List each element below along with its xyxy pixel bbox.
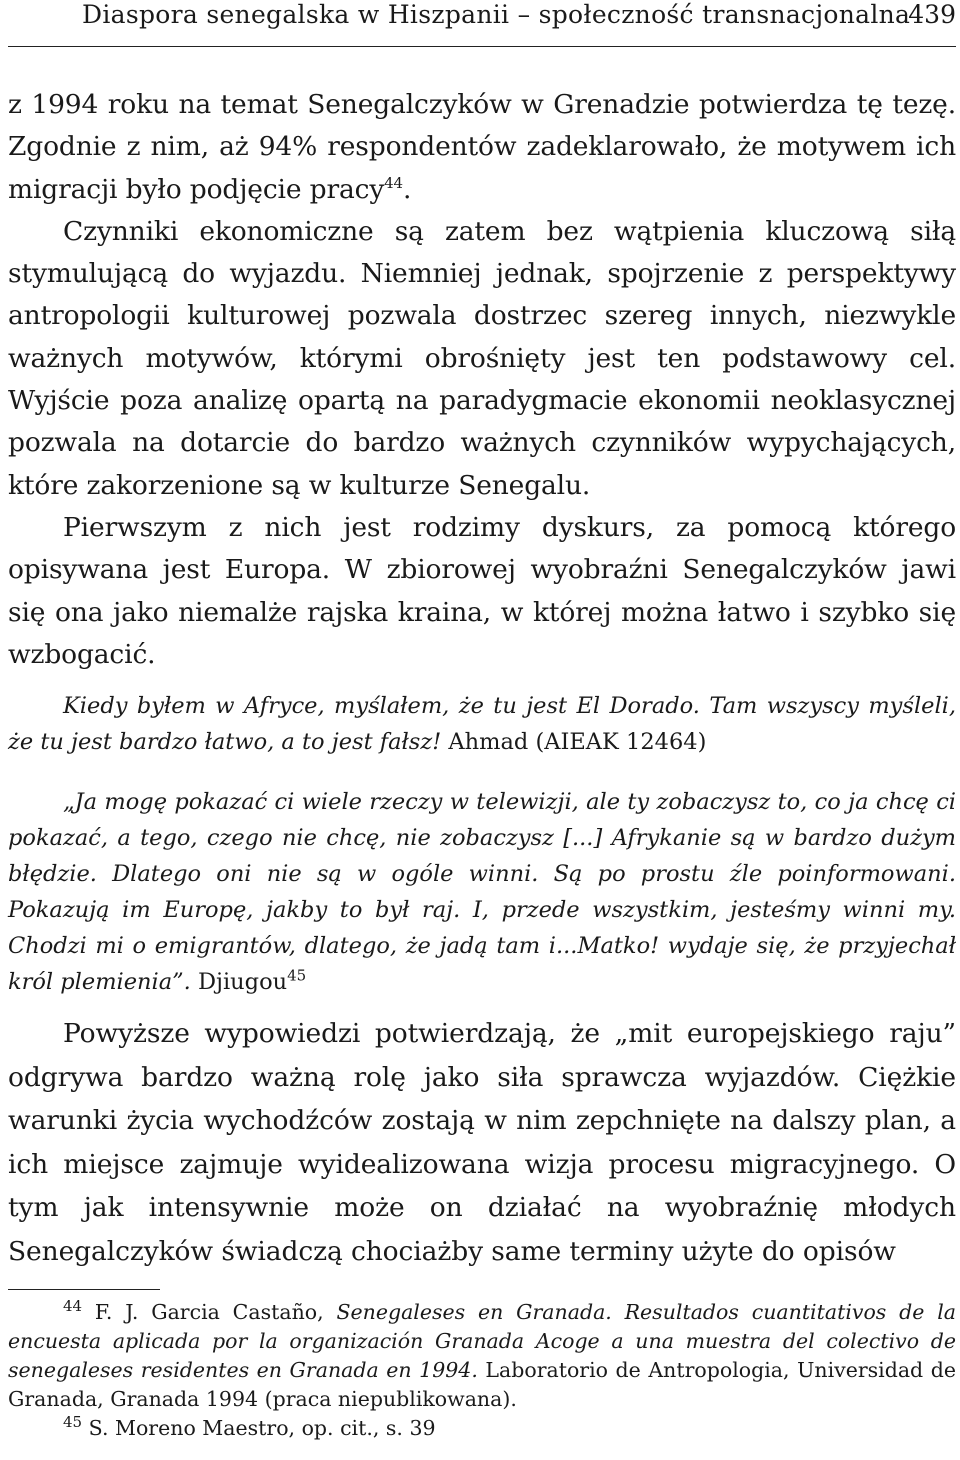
footnotes — [8, 1298, 956, 1443]
footnote-44-number: 44 — [63, 1297, 83, 1316]
block-quote-1 — [8, 688, 956, 760]
paragraph-4: Powyższe wypowiedzi potwierdzają, że „mit europejskiego raju” odgrywa bardzo ważną rolę jako siła sprawcza wyjazdów. Ciężkie warunki życia wychodźców zostają w nim zepchnięte na dalszy plan, a ich miejsce zajmuje wyidealizowana wizja procesu migracyjnego. O tym jak intensywnie może on działać na wyobraźnię młodych Senegalczyków świadczą chociażby same terminy użyte do opisów — [8, 1018, 956, 1267]
quote-2-text: „Ja mogę pokazać ci wiele rzeczy w telewizji, ale ty zobaczysz to, co ja chcę ci pokazać, a tego, czego nie chcę, nie zobaczysz [...] Afrykanie są w bardzo dużym błędzie. Dlatego oni nie są w ogóle winni. Są po prostu źle poinformowani. Pokazują im Europę, jakby to był raj. I, przede wszystkim, jesteśmy winni my. Chodzi mi o emigrantów, dlatego, że jadą tam i...Matko! wydaje się, że przyjechał król plemienia”. — [8, 789, 956, 995]
block-quote-2 — [8, 784, 956, 1000]
quote-2-source: Djiugou — [197, 969, 288, 995]
footnote-45 — [8, 1414, 956, 1443]
quote-1-text: Kiedy byłem w Afryce, myślałem, że tu jest El Dorado. Tam wszyscy myśleli, że tu jest bardzo łatwo, a to jest fałsz! — [8, 693, 956, 755]
footnote-44-title: Senegaleses en Granada. Resultados cuantitativos de la encuesta aplicada por la organización Granada Acoge a una muestra del colectivo de senegaleses residentes en Granada en 1994. — [8, 1300, 956, 1382]
paragraph-1-end: . — [402, 173, 412, 205]
running-title: Diaspora senegalska w Hiszpanii – społeczność transnacjonalna — [82, 0, 911, 29]
footnote-44-author: F. J. Garcia Castaño, — [94, 1300, 324, 1324]
footnote-divider — [8, 1289, 160, 1290]
paragraph-1-text: z 1994 roku na temat Senegalczyków w Grenadzie potwierdza tę tezę. Zgodnie z nim, aż 94% respondentów zadeklarowało, że motywem ich migracji było podjęcie pracy — [8, 89, 956, 205]
quote-1-source: Ahmad (AIEAK 12464) — [448, 729, 707, 755]
footnote-ref-44[interactable]: 44 — [384, 173, 403, 192]
paragraph-3: Pierwszym z nich jest rodzimy dyskurs, za pomocą którego opisywana jest Europa. W zbiorowej wyobraźni Senegalczyków jawi się ona jako niemalże rajska kraina, w której można łatwo i szybko się wzbogacić. — [8, 511, 956, 670]
footnote-45-number: 45 — [63, 1413, 83, 1432]
footnote-ref-45[interactable]: 45 — [287, 966, 307, 985]
page-number: 439 — [908, 0, 956, 29]
paragraph-2: Czynniki ekonomiczne są zatem bez wątpienia kluczową siłą stymulującą do wyjazdu. Niemniej jednak, spojrzenie z perspektywy antropologii kulturowej pozwala dostrzec szereg innych, niezwykle ważnych motywów, którymi obrośnięty jest ten podstawowy cel. Wyjście poza analizę opartą na paradygmacie ekonomii neoklasycznej pozwala na dotarcie do bardzo ważnych czynników wypychających, które zakorzenione są w kulturze Senegalu. — [8, 215, 956, 501]
body-text — [8, 84, 956, 676]
footnote-45-text: S. Moreno Maestro, op. cit., s. 39 — [88, 1416, 436, 1440]
paragraph-1 — [8, 84, 956, 211]
footnote-44 — [8, 1298, 956, 1414]
running-head — [8, 0, 956, 47]
footnote-44-rest: Laboratorio de Antropologia, Universidad de Granada, Granada 1994 (praca niepublikowana). — [8, 1358, 956, 1411]
